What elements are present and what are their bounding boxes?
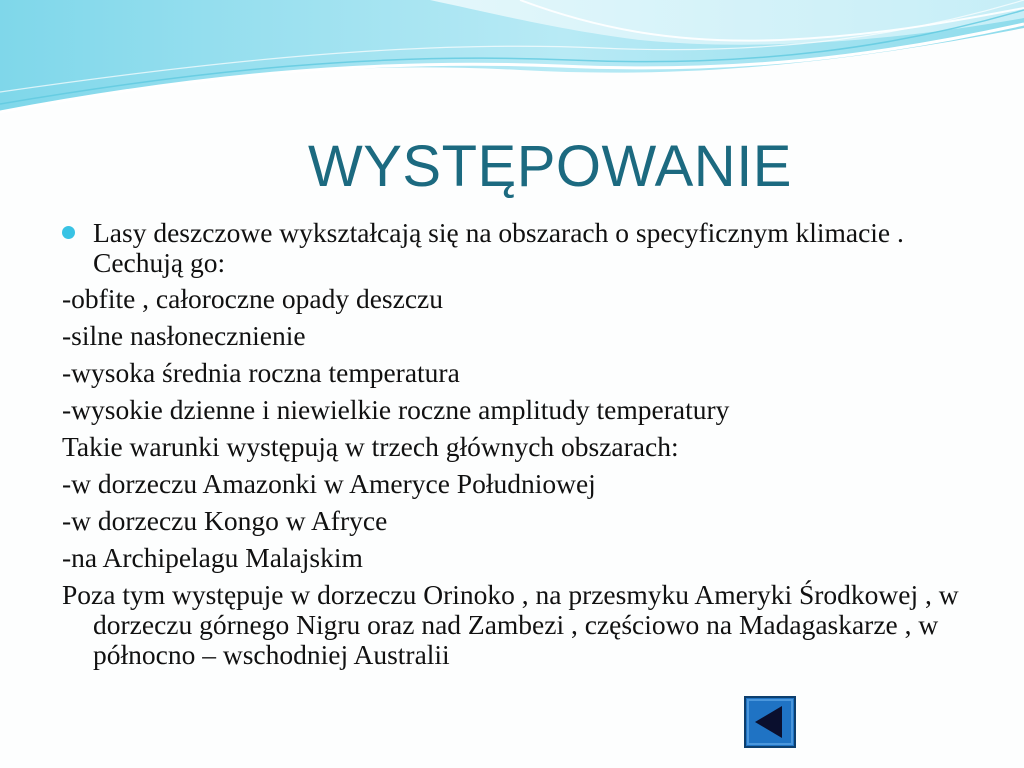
back-button[interactable] xyxy=(744,696,796,748)
text-line-8: -na Archipelagu Malajskim xyxy=(62,542,363,573)
closing-paragraph: Poza tym występuje w dorzeczu Orinoko , na przesmyku Ameryki Środkowej , w dorzeczu górnego Nigru oraz nad Zambezi , częściowo na Madagaskarze , w północno – wschodniej Australii xyxy=(62,579,959,670)
text-line-2: -silne nasłonecznienie xyxy=(62,320,306,351)
text-line-4: -wysokie dzienne i niewielkie roczne amplitudy temperatury xyxy=(62,394,730,425)
bullet-item xyxy=(62,218,962,278)
triangle-left-icon xyxy=(744,696,796,748)
wave-header-decoration xyxy=(0,0,1024,130)
text-line-6: -w dorzeczu Amazonki w Ameryce Południowej xyxy=(62,468,596,499)
slide-content xyxy=(62,218,962,670)
text-line-3: -wysoka średnia roczna temperatura xyxy=(62,357,460,388)
bullet-dot-icon xyxy=(62,226,75,239)
text-line-7: -w dorzeczu Kongo w Afryce xyxy=(62,505,388,536)
text-line-5: Takie warunki występują w trzech głównych obszarach: xyxy=(62,431,679,462)
slide-title: WYSTĘPOWANIE xyxy=(308,134,792,199)
text-line-1: -obfite , całoroczne opady deszczu xyxy=(62,283,443,314)
bullet-text: Lasy deszczowe wykształcają się na obszarach o specyficznym klimacie . Cechują go: xyxy=(93,217,904,278)
